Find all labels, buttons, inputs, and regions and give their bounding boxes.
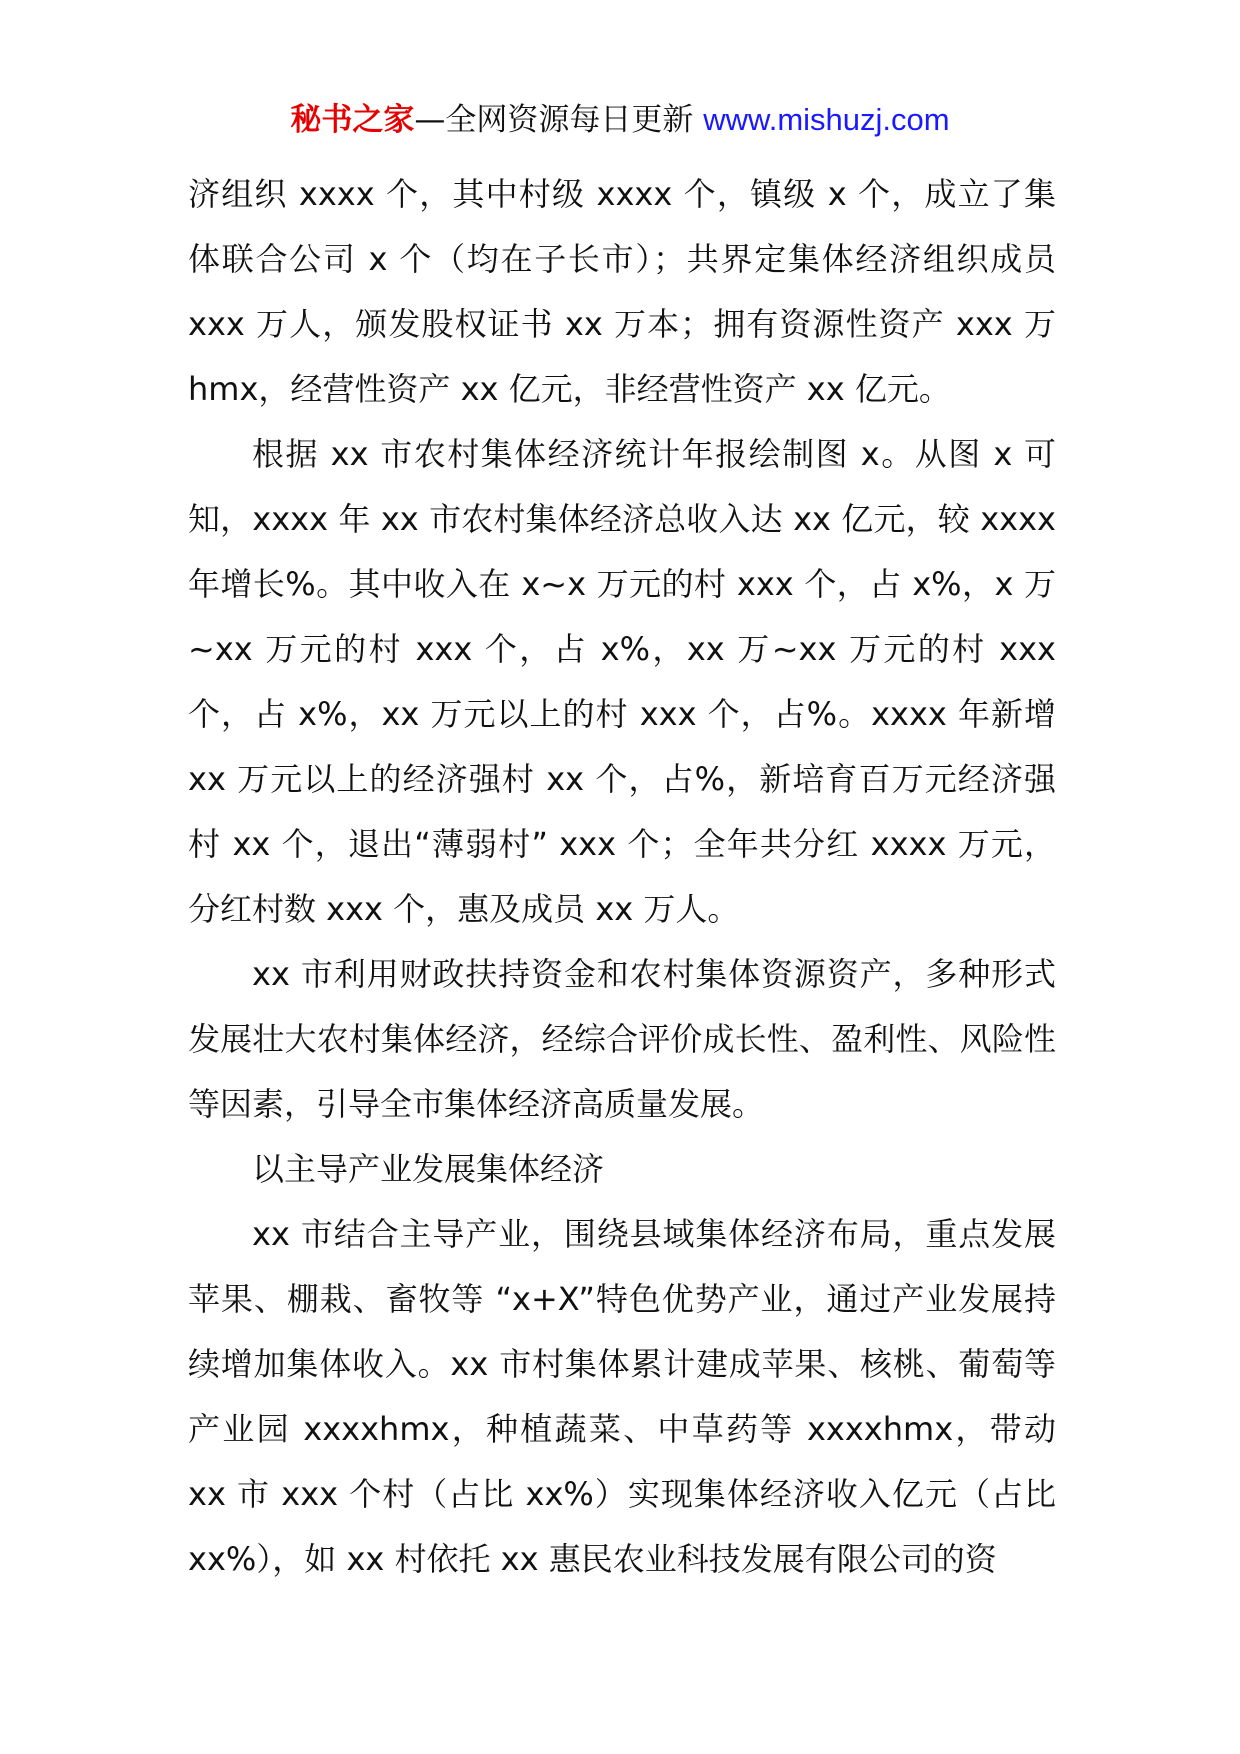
header-brand: 秘书之家 (290, 102, 415, 138)
section-heading: 以主导产业发展集体经济 (252, 1150, 605, 1188)
paragraph-income-statistics: 根据 xx 市农村集体经济统计年报绘制图 x。从图 x 可知，xxxx 年 xx 市农村集体经济总收入达 xx 亿元，较 xxxx 年增长%。其中收入在 x~x 万元的村 xxx 个，占 x%，x 万~xx 万元的村 xxx 个，占 x%，xx 万~xx 万元的村 xxx 个，占 x%，xx 万元以上的村 xxx 个，占%。xxxx 年新增 xx 万元以上的经济强村 xx 个，占%，新培育百万元经济强村 xx 个，退出“薄弱村” xxx 个；全年共分红 xxxx 万元，分红村数 xxx 个，惠及成员 xx 万人。 (188, 435, 1056, 928)
header-tagline: —全网资源每日更新 (414, 102, 704, 138)
paragraph-leading-industry: xx 市结合主导产业，围绕县域集体经济布局，重点发展苹果、棚栽、畜牧等 “x+X”特色优势产业，通过产业发展持续增加集体收入。xx 市村集体累计建成苹果、核桃、葡萄等产业园 xxxxhmx，种植蔬菜、中草药等 xxxxhmx，带动 xx 市 xxx 个村（占比 xx%）实现集体经济收入亿元（占比 xx%），如 xx 村依托 xx 惠民农业科技发展有限公司的资 (188, 1215, 1056, 1578)
paragraph-development-overview: xx 市利用财政扶持资金和农村集体资源资产，多种形式发展壮大农村集体经济，经综合评价成长性、盈利性、风险性等因素，引导全市集体经济高质量发展。 (188, 955, 1056, 1123)
paragraph-continuation: 济组织 xxxx 个，其中村级 xxxx 个，镇级 x 个，成立了集体联合公司 x 个（均在子长市）；共界定集体经济组织成员 xxx 万人，颁发股权证书 xx 万本；拥有资源性资产 xxx 万 hmx，经营性资产 xx 亿元，非经营性资产 xx 亿元。 (188, 175, 1056, 408)
document-body (188, 162, 1056, 1592)
page-header (0, 98, 1240, 142)
header-site-link[interactable]: www.mishuzj.com (703, 102, 950, 137)
